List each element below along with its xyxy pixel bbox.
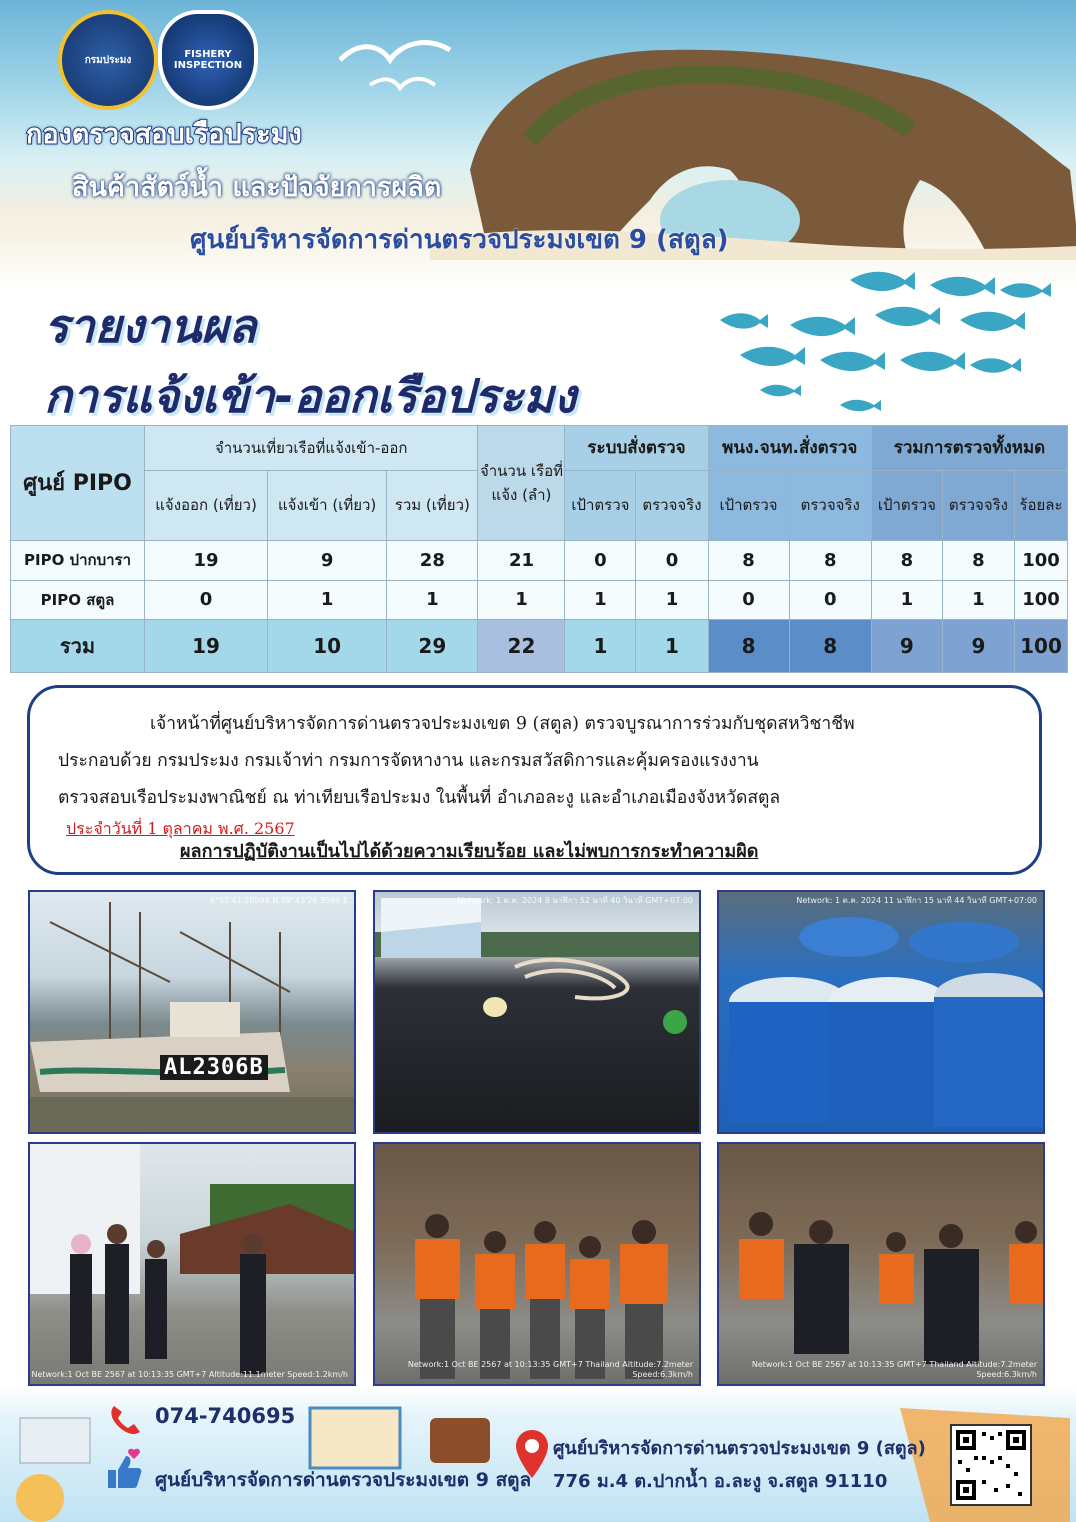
photo-crew-lifejackets (373, 1142, 701, 1386)
cell: 1 (636, 620, 708, 673)
cell: 1 (478, 580, 565, 620)
header-percent: ร้อยละ (1015, 470, 1068, 540)
qr-code-icon (952, 1426, 1030, 1504)
facebook-page: ศูนย์บริหารจัดการด่านตรวจประมงเขต 9 สตูล (155, 1469, 532, 1491)
inspection-illustration (719, 1144, 1045, 1386)
report-title-line1: รายงานผล (44, 299, 257, 353)
logo1-text: กรมประมง (84, 54, 132, 66)
cell: 1 (387, 580, 478, 620)
cell: 100 (1015, 580, 1068, 620)
table-row (11, 580, 1068, 620)
cell: 19 (145, 620, 268, 673)
phone-number: 074-740695 (155, 1404, 296, 1428)
header-officer-actual: ตรวจจริง (789, 470, 871, 540)
cell: 8 (708, 620, 789, 673)
cell: 8 (942, 540, 1014, 580)
photo-stamp: 6°51'41.28998 N 99°43'26.3599 E (210, 896, 348, 905)
header-all-target: เป้าตรวจ (871, 470, 942, 540)
cell: 1 (565, 580, 636, 620)
cell: 19 (145, 540, 268, 580)
cell: 8 (871, 540, 942, 580)
cell: 9 (268, 540, 387, 580)
containers-illustration (719, 892, 1045, 1134)
table-total-row (11, 620, 1068, 673)
header-all: รวมการตรวจทั้งหมด (871, 426, 1067, 471)
cell: 1 (871, 580, 942, 620)
photo-fish-containers (717, 890, 1045, 1134)
cell: 0 (789, 580, 871, 620)
photo-stamp: Network: 1 ต.ค. 2024 11 นาฬิกา 15 นาที 44 วินาที GMT+07:00 (796, 896, 1037, 905)
logo2-text: FISHERY INSPECTION (173, 49, 243, 71)
cell: 100 (1015, 540, 1068, 580)
photo-stamp: Network:1 Oct BE 2567 at 10:13:35 GMT+7 Altitude:11.1meter Speed:1.2km/h (31, 1370, 348, 1379)
phone-icon (104, 1400, 146, 1442)
report-title-line2: การแจ้งเข้า-ออกเรือประมง (44, 369, 577, 423)
photo-officers-meeting (28, 1142, 356, 1386)
cell: 1 (268, 580, 387, 620)
department-logo (58, 10, 158, 110)
officers-illustration (30, 1144, 356, 1386)
qr-code[interactable] (950, 1424, 1032, 1506)
cell: 28 (387, 540, 478, 580)
header-pipo: ศูนย์ PIPO (11, 426, 145, 541)
photo-fishing-net (373, 890, 701, 1134)
header-system-actual: ตรวจจริง (636, 470, 708, 540)
cell: 0 (145, 580, 268, 620)
photo-stamp: Network:1 Oct BE 2567 at 10:13:35 GMT+7 Thailand Altitude:7.2meter Speed:6.3km/h (751, 1360, 1037, 1379)
cell: 0 (565, 540, 636, 580)
fishery-inspection-logo (158, 10, 258, 110)
header-title-line1: กองตรวจสอบเรือประมง (26, 119, 302, 150)
info-line1: เจ้าหน้าที่ศูนย์บริหารจัดการด่านตรวจประมงเขต 9 (สตูล) ตรวจบูรณาการร่วมกับชุดสหวิชาชีพ (150, 714, 855, 734)
info-date: ประจำวันที่ 1 ตุลาคม พ.ศ. 2567 (66, 819, 295, 838)
cell: 0 (636, 540, 708, 580)
crew-illustration (375, 1144, 701, 1386)
boat-illustration (30, 892, 356, 1134)
header-all-actual: ตรวจจริง (942, 470, 1014, 540)
cell: 0 (708, 580, 789, 620)
cell: 21 (478, 540, 565, 580)
net-illustration (375, 892, 701, 1134)
cell: 1 (565, 620, 636, 673)
header-trip-total: รวม (เที่ยว) (387, 470, 478, 540)
cell: 10 (268, 620, 387, 673)
cell: 9 (871, 620, 942, 673)
seagull-icon (330, 30, 460, 110)
header-title-line2: สินค้าสัตว์น้ำ และปัจจัยการผลิต (72, 172, 442, 203)
info-box (27, 685, 1042, 875)
header-trip-out: แจ้งออก (เที่ยว) (145, 470, 268, 540)
header-system-target: เป้าตรวจ (565, 470, 636, 540)
address-line: 776 ม.4 ต.ปากน้ำ อ.ละงู จ.สตูล 91110 (553, 1471, 888, 1492)
table-row (11, 540, 1068, 580)
photo-stamp: Network:1 Oct BE 2567 at 10:13:35 GMT+7 Thailand Altitude:7.2meter Speed:6.3km/h (407, 1360, 693, 1379)
cell: 1 (942, 580, 1014, 620)
info-line2: ประกอบด้วย กรมประมง กรมเจ้าท่า กรมการจัดหางาน และกรมสวัสดิการและคุ้มครองแรงงาน (58, 751, 759, 771)
header-officer-target: เป้าตรวจ (708, 470, 789, 540)
address-title: ศูนย์บริหารจัดการด่านตรวจประมงเขต 9 (สตูล) (553, 1438, 926, 1459)
cell: 8 (789, 620, 871, 673)
like-icon (100, 1448, 146, 1494)
cell: 22 (478, 620, 565, 673)
fish-school-icon (700, 265, 1070, 425)
header-trip-in: แจ้งเข้า (เที่ยว) (268, 470, 387, 540)
cell: 8 (789, 540, 871, 580)
row-name: PIPO ปากบารา (11, 540, 145, 580)
cell: 29 (387, 620, 478, 673)
header-boats: จำนวน เรือที่แจ้ง (ลำ) (478, 426, 565, 541)
photo-stamp: Network: 1 ต.ค. 2024 9 นาฬิกา 52 นาที 40 วินาที GMT+07:00 (457, 896, 693, 905)
header-trips: จำนวนเที่ยวเรือที่แจ้งเข้า-ออก (145, 426, 478, 471)
info-result: ผลการปฏิบัติงานเป็นไปได้ด้วยความเรียบร้อย และไม่พบการกระทำความผิด (180, 841, 759, 862)
info-line3: ตรวจสอบเรือประมงพาณิชย์ ณ ท่าเทียบเรือประมง ในพื้นที่ อำเภอละงู และอำเภอเมืองจังหวัดสตูล (58, 788, 781, 808)
photo-fishing-boat (28, 890, 356, 1134)
photo-inspection-crew (717, 1142, 1045, 1386)
cell: 8 (708, 540, 789, 580)
header-officer: พนง.จนท.สั่งตรวจ (708, 426, 871, 471)
header-banner (0, 0, 1076, 290)
header-system: ระบบสั่งตรวจ (565, 426, 708, 471)
pipo-stats-table (10, 425, 1068, 673)
cell: 9 (942, 620, 1014, 673)
boat-registration: AL2306B (160, 1055, 268, 1080)
cell: 100 (1015, 620, 1068, 673)
cell: 1 (636, 580, 708, 620)
row-name: PIPO สตูล (11, 580, 145, 620)
total-label: รวม (11, 620, 145, 673)
header-title-line3: ศูนย์บริหารจัดการด่านตรวจประมงเขต 9 (สตูล) (190, 225, 729, 255)
